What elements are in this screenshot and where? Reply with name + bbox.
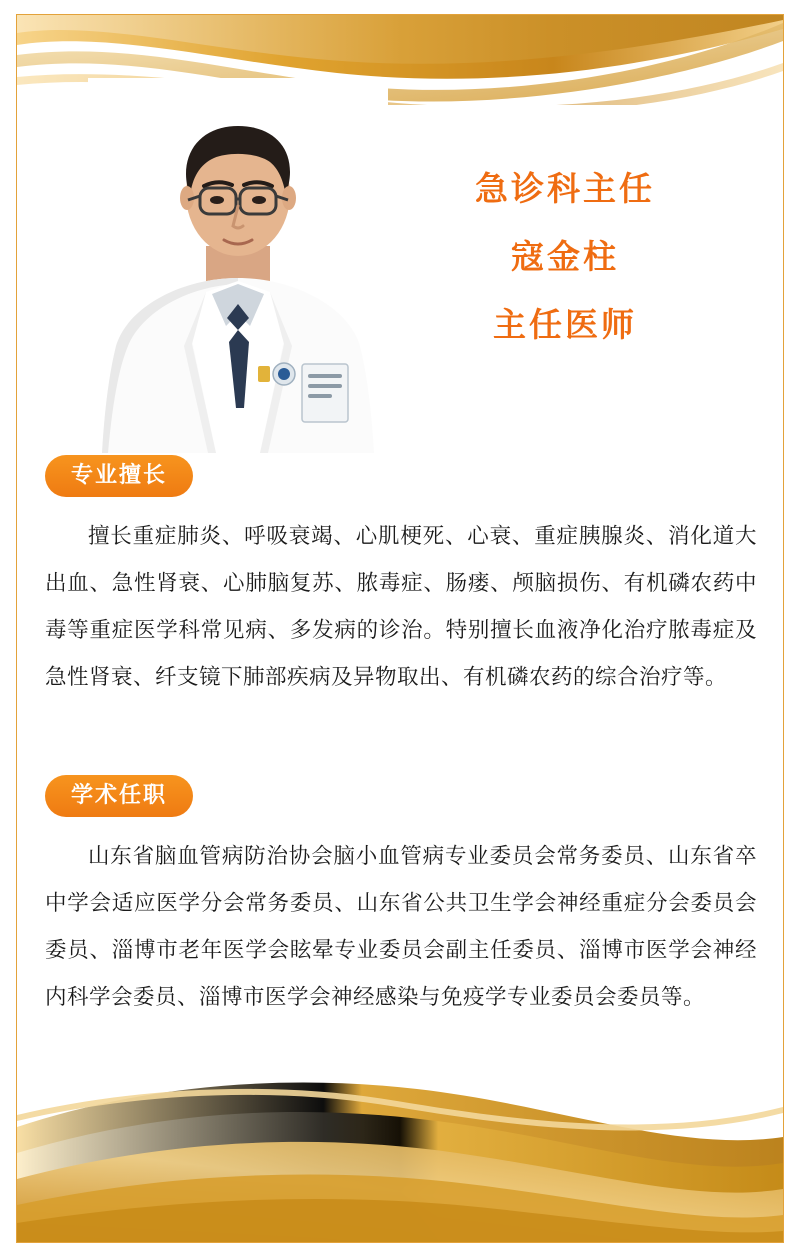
professional-rank: 主任医师	[493, 306, 637, 343]
portrait-and-title-row	[0, 70, 800, 460]
bottom-ribbon-decoration	[17, 1067, 783, 1242]
doctor-portrait-svg	[88, 78, 388, 453]
section-academic-text: 山东省脑血管病防治协会脑小血管病专业委员会常务委员、山东省卒中学会适应医学分会常务委员、山东省公共卫生学会神经重症分会委员会委员、淄博市老年医学会眩晕专业委员会副主任委员、淄博市医学会神经内科学会委员、淄博市医学会神经感染与免疫学专业委员会委员等。	[45, 844, 757, 1009]
section-specialty-text: 擅长重症肺炎、呼吸衰竭、心肌梗死、心衰、重症胰腺炎、消化道大出血、急性肾衰、心肺脑复苏、脓毒症、肠瘘、颅脑损伤、有机磷农药中毒等重症医学科常见病、多发病的诊治。特别擅长血液净化治疗脓毒症及急性肾衰、纤支镜下肺部疾病及异物取出、有机磷农药的综合治疗等。	[45, 524, 757, 689]
title-block	[400, 155, 730, 359]
section-specialty	[45, 455, 757, 701]
section-academic	[45, 775, 757, 1021]
doctor-name: 寇金柱	[511, 238, 619, 275]
section-specialty-label: 专业擅长	[45, 455, 193, 497]
section-academic-label: 学术任职	[45, 775, 193, 817]
role-title: 急诊科主任	[475, 170, 655, 207]
bottom-ribbon-svg	[17, 1067, 783, 1242]
doctor-portrait	[88, 78, 388, 453]
